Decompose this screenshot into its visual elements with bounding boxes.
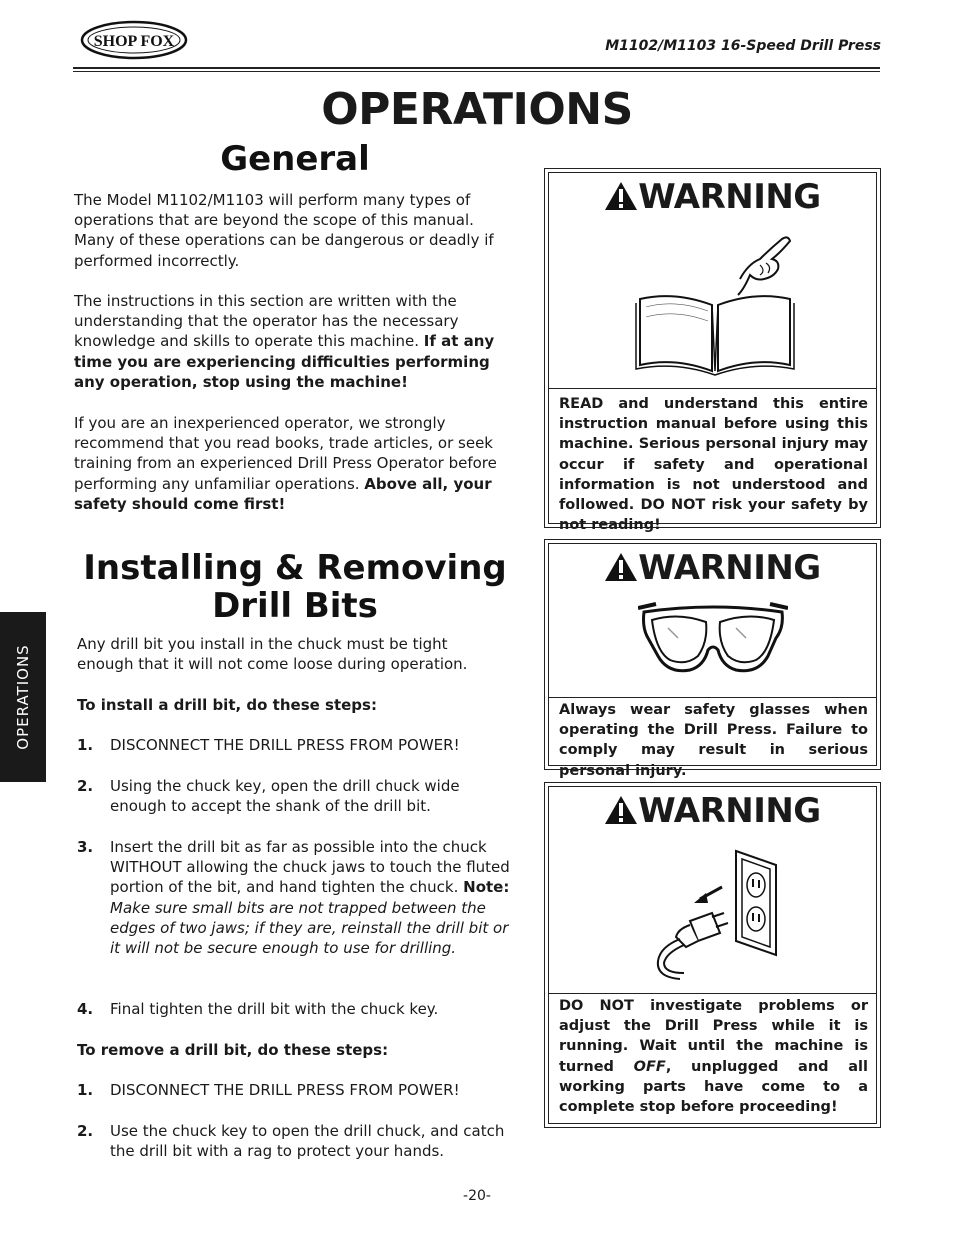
install-steps-heading: To install a drill bit, do these steps: (77, 696, 377, 714)
step-number: 1. (77, 736, 94, 754)
warning-triangle-icon (604, 181, 638, 211)
warning-triangle-icon (604, 552, 638, 582)
warning-triangle-icon (604, 795, 638, 825)
step-number: 1. (77, 1081, 94, 1099)
warning-title (545, 548, 880, 588)
safety-glasses-icon (638, 598, 788, 688)
general-heading: General (220, 139, 370, 179)
step-text: DISCONNECT THE DRILL PRESS FROM POWER! (110, 1081, 460, 1099)
step-text: Use the chuck key to open the drill chuck, and catch the drill bit with a rag to protect your hands. (110, 1122, 505, 1161)
side-tab-operations (0, 612, 46, 782)
general-para-2-bold: If at any time you are experiencing difficulties performing any operation, stop using the machine! (74, 332, 495, 391)
warning-text-end: , unplugged and all working parts have come to a complete stop before proceeding! (559, 1058, 868, 1116)
general-para-3-bold: Above all, your safety should come first! (74, 474, 492, 513)
warning-box-safety-glasses (544, 539, 881, 779)
page-title: OPERATIONS (321, 84, 633, 135)
warning-text: READ and understand this entire instruction manual before using this machine. Serious personal injury may occur if safety and operational information is not understood and followed. DO NOT risk your safety by not reading! (559, 396, 868, 534)
general-para-1: The Model M1102/M1103 will perform many types of operations that are beyond the scope of this manual. Many of these operations can be dangerous or deadly if performed incorrectly. (74, 191, 494, 270)
general-para-2-text: The instructions in this section are written with the understanding that the operator has the necessary knowledge and skills to operate this machine. (74, 292, 459, 351)
installing-heading-line2: Drill Bits (212, 586, 378, 626)
warning-title-text: WARNING (638, 177, 821, 217)
model-title: M1102/M1103 16-Speed Drill Press (605, 38, 881, 54)
note-label: Note: (463, 878, 510, 897)
warning-text-off: OFF (633, 1058, 666, 1075)
unplug-outlet-icon (650, 847, 785, 987)
general-para-2 (74, 291, 516, 392)
warning-title-text: WARNING (638, 548, 821, 588)
step-number: 2. (77, 1122, 94, 1140)
installing-heading-line1: Installing & Removing (83, 548, 507, 588)
warning-divider (548, 697, 877, 698)
step-number: 3. (77, 838, 94, 856)
logo-text: SHOP FOX (93, 33, 175, 50)
general-para-3 (74, 413, 516, 514)
warning-divider (548, 993, 877, 994)
warning-title-text: WARNING (638, 791, 821, 831)
step-text: Using the chuck key, open the drill chuck wide enough to accept the shank of the drill bit. (110, 777, 460, 816)
step-text: DISCONNECT THE DRILL PRESS FROM POWER! (110, 736, 460, 754)
warning-title (545, 791, 880, 831)
shop-fox-logo (80, 20, 188, 60)
warning-text-main: DO NOT investigate problems or adjust the Drill Press while it is running. Wait until the machine is turned (559, 998, 868, 1075)
note-text: Make sure small bits are not trapped between the edges of two jaws; if they are, reinstall the drill bit or it will not be secure enough to use for drilling. (110, 898, 509, 958)
step-text-main: Insert the drill bit as far as possible into the chuck WITHOUT allowing the chuck jaws to touch the fluted portion of the bit, and hand tighten the chuck. (110, 838, 510, 897)
step-text: Final tighten the drill bit with the chuck key. (110, 1000, 439, 1018)
warning-divider (548, 388, 877, 389)
page-number: -20- (463, 1188, 491, 1204)
remove-steps-heading: To remove a drill bit, do these steps: (77, 1041, 389, 1059)
header-rule-thin (73, 71, 880, 72)
side-tab-label: OPERATIONS (14, 644, 32, 750)
warning-box-read-manual (544, 168, 881, 534)
warning-box-unplug (544, 782, 881, 1128)
warning-text (559, 996, 868, 1117)
step-number: 4. (77, 1000, 94, 1018)
step-number: 2. (77, 777, 94, 795)
general-para-3-text: If you are an inexperienced operator, we strongly recommend that you read books, trade articles, or seek training from an experienced Drill Press Operator before performing any unfamiliar operations. (74, 414, 497, 493)
warning-title (545, 177, 880, 217)
header-rule (73, 67, 880, 69)
step-text (110, 837, 520, 958)
warning-text: Always wear safety glasses when operating the Drill Press. Failure to comply may result in serious personal injury. (559, 702, 868, 779)
installing-intro: Any drill bit you install in the chuck must be tight enough that it will not come loose during operation. (77, 635, 468, 674)
book-pointing-hand-icon (630, 219, 800, 379)
installing-heading (74, 549, 516, 625)
